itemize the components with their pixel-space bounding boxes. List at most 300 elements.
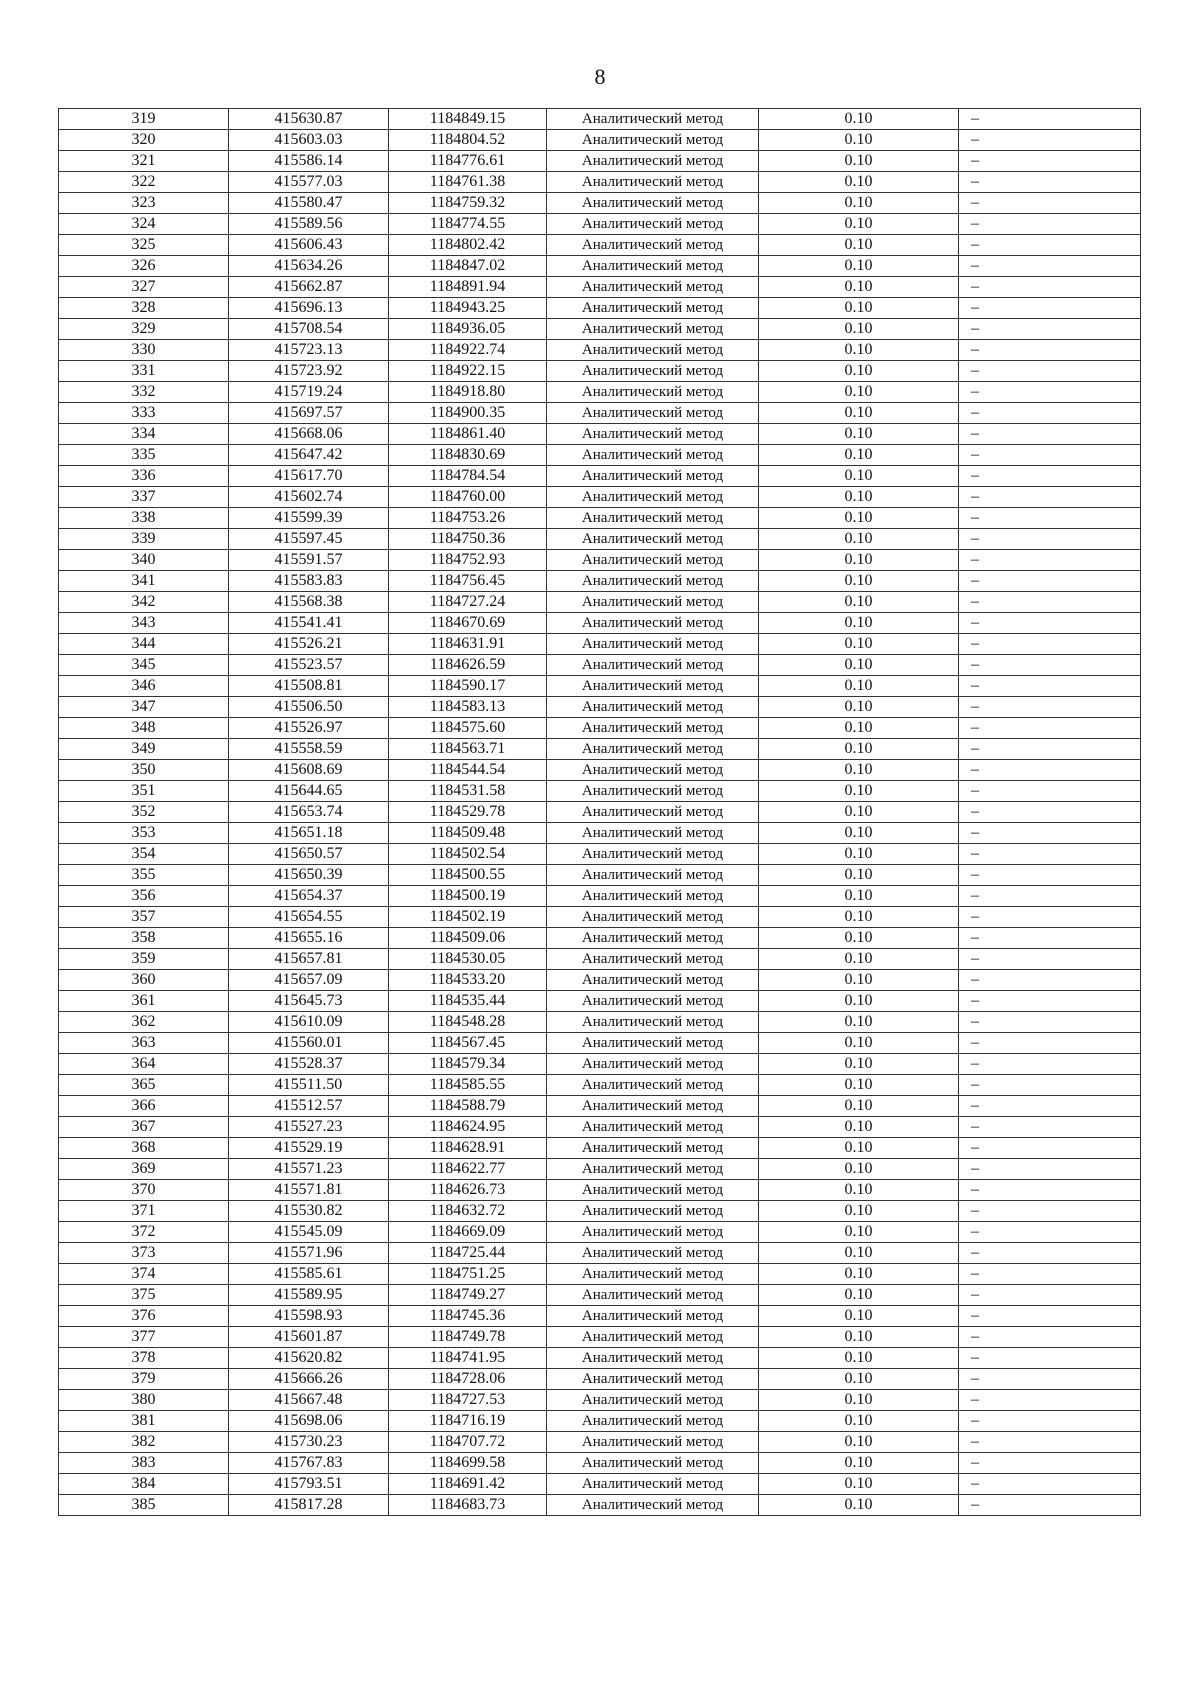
x-coordinate-cell: 415571.96 [229,1243,389,1264]
point-number-cell: 374 [59,1264,229,1285]
accuracy-cell: 0.10 [759,1390,959,1411]
x-coordinate-cell: 415610.09 [229,1012,389,1033]
y-coordinate-cell: 1184699.58 [389,1453,547,1474]
x-coordinate-cell: 415696.13 [229,298,389,319]
x-coordinate-cell: 415608.69 [229,760,389,781]
point-number-cell: 343 [59,613,229,634]
y-coordinate-cell: 1184533.20 [389,970,547,991]
point-number-cell: 336 [59,466,229,487]
dash-cell: – [959,424,1141,445]
table-row [59,1411,1141,1432]
coordinates-table [58,108,1141,1516]
accuracy-cell: 0.10 [759,361,959,382]
method-cell: Аналитический метод [547,949,759,970]
accuracy-cell: 0.10 [759,340,959,361]
method-cell: Аналитический метод [547,1306,759,1327]
table-row [59,907,1141,928]
point-number-cell: 340 [59,550,229,571]
dash-cell: – [959,1453,1141,1474]
table-row [59,424,1141,445]
table-row [59,1243,1141,1264]
table-row [59,256,1141,277]
point-number-cell: 322 [59,172,229,193]
accuracy-cell: 0.10 [759,214,959,235]
point-number-cell: 329 [59,319,229,340]
accuracy-cell: 0.10 [759,1369,959,1390]
accuracy-cell: 0.10 [759,1096,959,1117]
table-row [59,1075,1141,1096]
point-number-cell: 358 [59,928,229,949]
dash-cell: – [959,949,1141,970]
point-number-cell: 331 [59,361,229,382]
y-coordinate-cell: 1184760.00 [389,487,547,508]
y-coordinate-cell: 1184725.44 [389,1243,547,1264]
accuracy-cell: 0.10 [759,844,959,865]
y-coordinate-cell: 1184585.55 [389,1075,547,1096]
method-cell: Аналитический метод [547,1264,759,1285]
method-cell: Аналитический метод [547,676,759,697]
point-number-cell: 337 [59,487,229,508]
y-coordinate-cell: 1184849.15 [389,109,547,130]
accuracy-cell: 0.10 [759,571,959,592]
method-cell: Аналитический метод [547,928,759,949]
method-cell: Аналитический метод [547,256,759,277]
accuracy-cell: 0.10 [759,823,959,844]
x-coordinate-cell: 415606.43 [229,235,389,256]
x-coordinate-cell: 415668.06 [229,424,389,445]
y-coordinate-cell: 1184563.71 [389,739,547,760]
y-coordinate-cell: 1184749.78 [389,1327,547,1348]
table-row [59,1138,1141,1159]
accuracy-cell: 0.10 [759,760,959,781]
accuracy-cell: 0.10 [759,592,959,613]
x-coordinate-cell: 415512.57 [229,1096,389,1117]
point-number-cell: 361 [59,991,229,1012]
dash-cell: – [959,886,1141,907]
y-coordinate-cell: 1184756.45 [389,571,547,592]
point-number-cell: 324 [59,214,229,235]
point-number-cell: 376 [59,1306,229,1327]
point-number-cell: 360 [59,970,229,991]
y-coordinate-cell: 1184716.19 [389,1411,547,1432]
y-coordinate-cell: 1184548.28 [389,1012,547,1033]
dash-cell: – [959,1474,1141,1495]
y-coordinate-cell: 1184922.74 [389,340,547,361]
y-coordinate-cell: 1184707.72 [389,1432,547,1453]
accuracy-cell: 0.10 [759,949,959,970]
x-coordinate-cell: 415508.81 [229,676,389,697]
accuracy-cell: 0.10 [759,970,959,991]
dash-cell: – [959,130,1141,151]
accuracy-cell: 0.10 [759,1453,959,1474]
y-coordinate-cell: 1184759.32 [389,193,547,214]
x-coordinate-cell: 415767.83 [229,1453,389,1474]
x-coordinate-cell: 415511.50 [229,1075,389,1096]
point-number-cell: 371 [59,1201,229,1222]
accuracy-cell: 0.10 [759,1285,959,1306]
y-coordinate-cell: 1184590.17 [389,676,547,697]
accuracy-cell: 0.10 [759,109,959,130]
accuracy-cell: 0.10 [759,886,959,907]
accuracy-cell: 0.10 [759,1033,959,1054]
accuracy-cell: 0.10 [759,319,959,340]
dash-cell: – [959,1012,1141,1033]
point-number-cell: 382 [59,1432,229,1453]
accuracy-cell: 0.10 [759,1201,959,1222]
y-coordinate-cell: 1184830.69 [389,445,547,466]
x-coordinate-cell: 415526.21 [229,634,389,655]
y-coordinate-cell: 1184535.44 [389,991,547,1012]
table-row [59,718,1141,739]
y-coordinate-cell: 1184544.54 [389,760,547,781]
x-coordinate-cell: 415571.23 [229,1159,389,1180]
table-row [59,529,1141,550]
dash-cell: – [959,1243,1141,1264]
method-cell: Аналитический метод [547,1285,759,1306]
x-coordinate-cell: 415585.61 [229,1264,389,1285]
accuracy-cell: 0.10 [759,256,959,277]
table-row [59,1327,1141,1348]
table-row [59,1222,1141,1243]
x-coordinate-cell: 415598.93 [229,1306,389,1327]
dash-cell: – [959,1264,1141,1285]
point-number-cell: 364 [59,1054,229,1075]
dash-cell: – [959,1138,1141,1159]
point-number-cell: 342 [59,592,229,613]
point-number-cell: 384 [59,1474,229,1495]
dash-cell: – [959,193,1141,214]
method-cell: Аналитический метод [547,214,759,235]
x-coordinate-cell: 415793.51 [229,1474,389,1495]
accuracy-cell: 0.10 [759,1222,959,1243]
method-cell: Аналитический метод [547,970,759,991]
dash-cell: – [959,298,1141,319]
method-cell: Аналитический метод [547,1432,759,1453]
table-row [59,1306,1141,1327]
table-row [59,1012,1141,1033]
table-row [59,361,1141,382]
dash-cell: – [959,1327,1141,1348]
table-row [59,991,1141,1012]
y-coordinate-cell: 1184626.59 [389,655,547,676]
method-cell: Аналитический метод [547,1096,759,1117]
method-cell: Аналитический метод [547,1117,759,1138]
method-cell: Аналитический метод [547,1474,759,1495]
dash-cell: – [959,802,1141,823]
method-cell: Аналитический метод [547,1033,759,1054]
table-row [59,1285,1141,1306]
dash-cell: – [959,655,1141,676]
point-number-cell: 319 [59,109,229,130]
method-cell: Аналитический метод [547,760,759,781]
y-coordinate-cell: 1184749.27 [389,1285,547,1306]
point-number-cell: 346 [59,676,229,697]
point-number-cell: 334 [59,424,229,445]
y-coordinate-cell: 1184683.73 [389,1495,547,1516]
y-coordinate-cell: 1184936.05 [389,319,547,340]
point-number-cell: 365 [59,1075,229,1096]
x-coordinate-cell: 415506.50 [229,697,389,718]
x-coordinate-cell: 415697.57 [229,403,389,424]
point-number-cell: 335 [59,445,229,466]
point-number-cell: 321 [59,151,229,172]
method-cell: Аналитический метод [547,1054,759,1075]
table-row [59,571,1141,592]
accuracy-cell: 0.10 [759,991,959,1012]
y-coordinate-cell: 1184628.91 [389,1138,547,1159]
x-coordinate-cell: 415617.70 [229,466,389,487]
dash-cell: – [959,1201,1141,1222]
point-number-cell: 339 [59,529,229,550]
y-coordinate-cell: 1184500.55 [389,865,547,886]
method-cell: Аналитический метод [547,130,759,151]
method-cell: Аналитический метод [547,1411,759,1432]
y-coordinate-cell: 1184622.77 [389,1159,547,1180]
method-cell: Аналитический метод [547,193,759,214]
dash-cell: – [959,550,1141,571]
y-coordinate-cell: 1184727.53 [389,1390,547,1411]
table-row [59,445,1141,466]
accuracy-cell: 0.10 [759,1180,959,1201]
point-number-cell: 327 [59,277,229,298]
method-cell: Аналитический метод [547,907,759,928]
x-coordinate-cell: 415817.28 [229,1495,389,1516]
table-row [59,613,1141,634]
page-number: 8 [594,64,606,89]
point-number-cell: 351 [59,781,229,802]
table-row [59,277,1141,298]
y-coordinate-cell: 1184669.09 [389,1222,547,1243]
table-row [59,193,1141,214]
table-row [59,487,1141,508]
method-cell: Аналитический метод [547,487,759,508]
point-number-cell: 373 [59,1243,229,1264]
point-number-cell: 347 [59,697,229,718]
point-number-cell: 375 [59,1285,229,1306]
point-number-cell: 356 [59,886,229,907]
dash-cell: – [959,1495,1141,1516]
dash-cell: – [959,1180,1141,1201]
point-number-cell: 354 [59,844,229,865]
accuracy-cell: 0.10 [759,151,959,172]
point-number-cell: 383 [59,1453,229,1474]
accuracy-cell: 0.10 [759,529,959,550]
dash-cell: – [959,1054,1141,1075]
dash-cell: – [959,151,1141,172]
y-coordinate-cell: 1184774.55 [389,214,547,235]
method-cell: Аналитический метод [547,109,759,130]
table-row [59,1495,1141,1516]
accuracy-cell: 0.10 [759,739,959,760]
point-number-cell: 348 [59,718,229,739]
y-coordinate-cell: 1184509.48 [389,823,547,844]
point-number-cell: 344 [59,634,229,655]
x-coordinate-cell: 415586.14 [229,151,389,172]
table-row [59,130,1141,151]
accuracy-cell: 0.10 [759,466,959,487]
point-number-cell: 320 [59,130,229,151]
method-cell: Аналитический метод [547,613,759,634]
point-number-cell: 333 [59,403,229,424]
point-number-cell: 368 [59,1138,229,1159]
x-coordinate-cell: 415651.18 [229,823,389,844]
table-row [59,1348,1141,1369]
x-coordinate-cell: 415645.73 [229,991,389,1012]
dash-cell: – [959,1075,1141,1096]
x-coordinate-cell: 415630.87 [229,109,389,130]
point-number-cell: 350 [59,760,229,781]
point-number-cell: 369 [59,1159,229,1180]
x-coordinate-cell: 415634.26 [229,256,389,277]
accuracy-cell: 0.10 [759,445,959,466]
dash-cell: – [959,466,1141,487]
x-coordinate-cell: 415723.92 [229,361,389,382]
x-coordinate-cell: 415655.16 [229,928,389,949]
method-cell: Аналитический метод [547,634,759,655]
accuracy-cell: 0.10 [759,1411,959,1432]
table-row [59,298,1141,319]
method-cell: Аналитический метод [547,319,759,340]
y-coordinate-cell: 1184727.24 [389,592,547,613]
method-cell: Аналитический метод [547,1180,759,1201]
point-number-cell: 378 [59,1348,229,1369]
x-coordinate-cell: 415529.19 [229,1138,389,1159]
accuracy-cell: 0.10 [759,1327,959,1348]
accuracy-cell: 0.10 [759,277,959,298]
table-row [59,403,1141,424]
accuracy-cell: 0.10 [759,403,959,424]
dash-cell: – [959,1411,1141,1432]
x-coordinate-cell: 415666.26 [229,1369,389,1390]
method-cell: Аналитический метод [547,1390,759,1411]
accuracy-cell: 0.10 [759,1138,959,1159]
accuracy-cell: 0.10 [759,802,959,823]
x-coordinate-cell: 415583.83 [229,571,389,592]
dash-cell: – [959,781,1141,802]
point-number-cell: 359 [59,949,229,970]
method-cell: Аналитический метод [547,1453,759,1474]
point-number-cell: 330 [59,340,229,361]
accuracy-cell: 0.10 [759,697,959,718]
table-row [59,823,1141,844]
dash-cell: – [959,676,1141,697]
accuracy-cell: 0.10 [759,130,959,151]
dash-cell: – [959,172,1141,193]
point-number-cell: 328 [59,298,229,319]
x-coordinate-cell: 415571.81 [229,1180,389,1201]
accuracy-cell: 0.10 [759,424,959,445]
table-row [59,949,1141,970]
x-coordinate-cell: 415589.56 [229,214,389,235]
dash-cell: – [959,361,1141,382]
method-cell: Аналитический метод [547,1201,759,1222]
dash-cell: – [959,844,1141,865]
x-coordinate-cell: 415597.45 [229,529,389,550]
table-row [59,844,1141,865]
point-number-cell: 370 [59,1180,229,1201]
dash-cell: – [959,571,1141,592]
x-coordinate-cell: 415541.41 [229,613,389,634]
table-row [59,466,1141,487]
table-row [59,928,1141,949]
y-coordinate-cell: 1184626.73 [389,1180,547,1201]
dash-cell: – [959,319,1141,340]
x-coordinate-cell: 415657.81 [229,949,389,970]
method-cell: Аналитический метод [547,1075,759,1096]
point-number-cell: 345 [59,655,229,676]
accuracy-cell: 0.10 [759,928,959,949]
table-row [59,697,1141,718]
y-coordinate-cell: 1184804.52 [389,130,547,151]
dash-cell: – [959,634,1141,655]
point-number-cell: 352 [59,802,229,823]
dash-cell: – [959,718,1141,739]
x-coordinate-cell: 415580.47 [229,193,389,214]
accuracy-cell: 0.10 [759,655,959,676]
dash-cell: – [959,340,1141,361]
y-coordinate-cell: 1184750.36 [389,529,547,550]
method-cell: Аналитический метод [547,151,759,172]
y-coordinate-cell: 1184502.54 [389,844,547,865]
table-row [59,970,1141,991]
accuracy-cell: 0.10 [759,781,959,802]
method-cell: Аналитический метод [547,991,759,1012]
dash-cell: – [959,739,1141,760]
dash-cell: – [959,697,1141,718]
x-coordinate-cell: 415568.38 [229,592,389,613]
accuracy-cell: 0.10 [759,382,959,403]
x-coordinate-cell: 415526.97 [229,718,389,739]
method-cell: Аналитический метод [547,1327,759,1348]
x-coordinate-cell: 415527.23 [229,1117,389,1138]
y-coordinate-cell: 1184918.80 [389,382,547,403]
method-cell: Аналитический метод [547,1348,759,1369]
point-number-cell: 366 [59,1096,229,1117]
point-number-cell: 341 [59,571,229,592]
point-number-cell: 381 [59,1411,229,1432]
x-coordinate-cell: 415644.65 [229,781,389,802]
table-row [59,1264,1141,1285]
y-coordinate-cell: 1184579.34 [389,1054,547,1075]
dash-cell: – [959,1432,1141,1453]
method-cell: Аналитический метод [547,844,759,865]
x-coordinate-cell: 415730.23 [229,1432,389,1453]
dash-cell: – [959,214,1141,235]
y-coordinate-cell: 1184530.05 [389,949,547,970]
table-row [59,1054,1141,1075]
table-row [59,592,1141,613]
accuracy-cell: 0.10 [759,676,959,697]
x-coordinate-cell: 415523.57 [229,655,389,676]
table-row [59,865,1141,886]
accuracy-cell: 0.10 [759,718,959,739]
point-number-cell: 377 [59,1327,229,1348]
table-row [59,802,1141,823]
dash-cell: – [959,823,1141,844]
accuracy-cell: 0.10 [759,907,959,928]
table-row [59,739,1141,760]
x-coordinate-cell: 415654.37 [229,886,389,907]
table-row [59,1390,1141,1411]
accuracy-cell: 0.10 [759,487,959,508]
accuracy-cell: 0.10 [759,1075,959,1096]
dash-cell: – [959,382,1141,403]
method-cell: Аналитический метод [547,361,759,382]
dash-cell: – [959,613,1141,634]
table-row [59,1033,1141,1054]
y-coordinate-cell: 1184802.42 [389,235,547,256]
dash-cell: – [959,109,1141,130]
